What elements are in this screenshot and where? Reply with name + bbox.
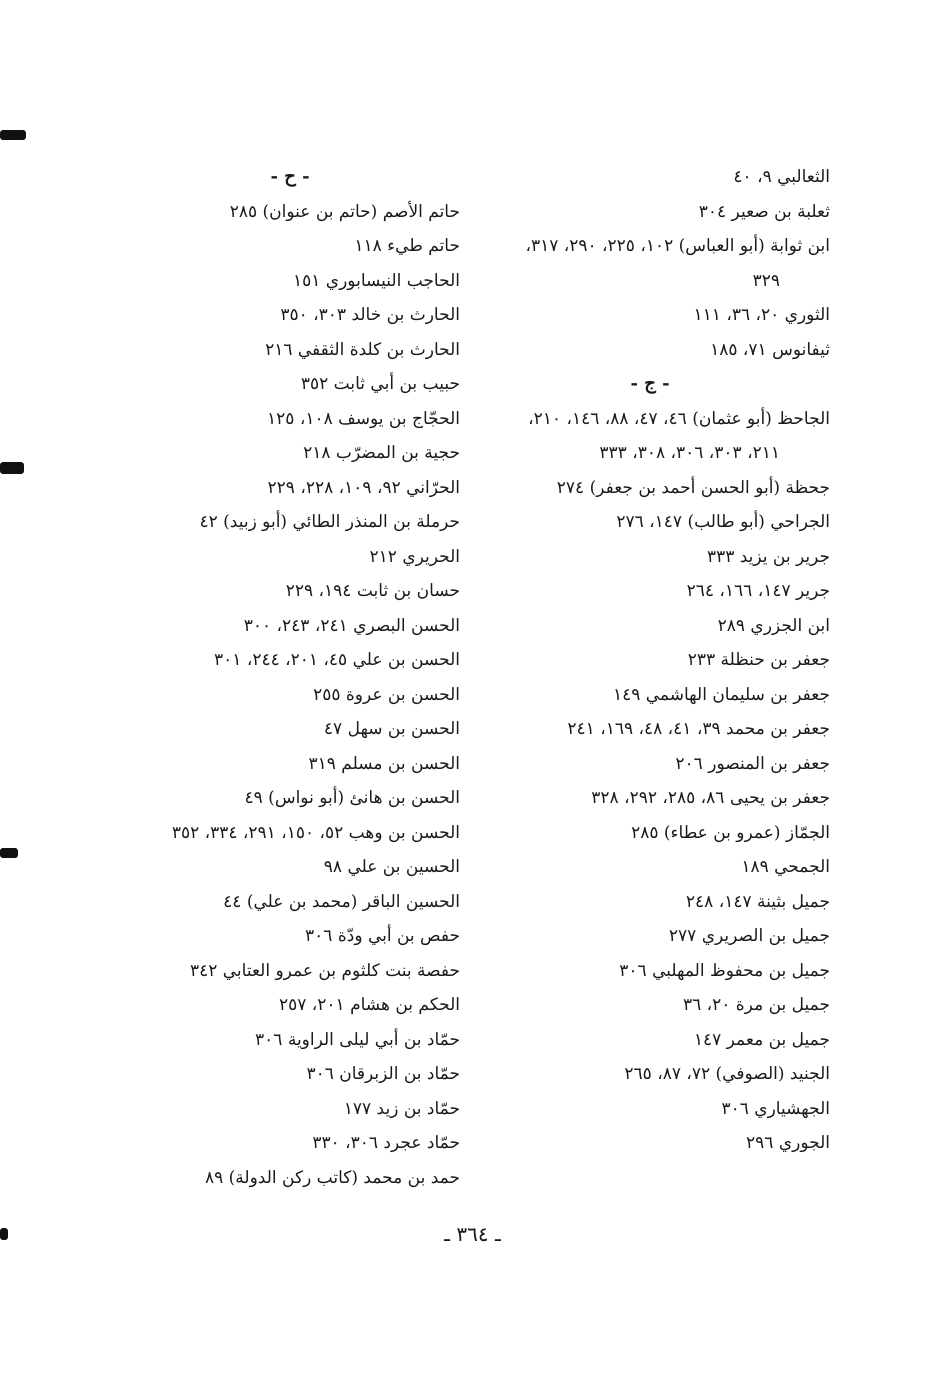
section-heading: - ح - [270, 166, 310, 187]
index-entry: حبيب بن أبي ثابت ٣٥٢ [300, 374, 460, 394]
index-entry: الحرّاني ٩٢، ١٠٩، ٢٢٨، ٢٢٩ [267, 477, 460, 498]
index-entry: حفص بن أبي ودّة ٣٠٦ [305, 926, 460, 946]
index-entry: حمّاد بن زيد ١٧٧ [343, 1098, 460, 1119]
index-entry: جميل بن معمر ١٤٧ [693, 1029, 830, 1050]
index-entry: حسان بن ثابت ١٩٤، ٢٢٩ [285, 581, 460, 601]
scan-mark-lower [0, 848, 18, 858]
index-entry: جرير ١٤٧، ١٦٦، ٢٦٤ [686, 581, 830, 601]
section-heading: - ج - [630, 373, 670, 394]
index-entry: الجنيد (الصوفي) ٧٢، ٨٧، ٢٦٥ [624, 1064, 830, 1084]
index-entry: جعفر بن يحيى ٨٦، ٢٨٥، ٢٩٢، ٣٢٨ [591, 788, 830, 808]
index-entry: جعفر بن سليمان الهاشمي ١٤٩ [612, 684, 830, 705]
index-entry: جميل بن مرة ٢٠، ٣٦ [682, 995, 830, 1015]
page-number: ـ ٣٦٤ ـ [444, 1222, 501, 1246]
index-entry: الحسن بن عروة ٢٥٥ [313, 684, 460, 705]
index-entry: جميل بن محفوظ المهلبي ٣٠٦ [619, 960, 830, 981]
index-entry: الحسن البصري ٢٤١، ٢٤٣، ٣٠٠ [243, 615, 460, 636]
index-entry: جميل بن الصريري ٢٧٧ [668, 926, 830, 946]
index-entry: الحسن بن سهل ٤٧ [323, 719, 460, 739]
index-entry: حرملة بن المنذر الطائي (أبو زبيد) ٤٢ [199, 512, 460, 532]
index-entry: الحكم بن هشام ٢٠١، ٢٥٧ [278, 995, 460, 1015]
index-entry: حمّاد عجرد ٣٠٦، ٣٣٠ [312, 1133, 460, 1153]
index-entry: حمد بن محمد (كاتب ركن الدولة) ٨٩ [205, 1167, 460, 1188]
index-entry: الثوري ٢٠، ٣٦، ١١١ [693, 305, 830, 325]
index-entry: حمّاد بن أبي ليلى الراوية ٣٠٦ [255, 1029, 460, 1050]
index-column-right [480, 160, 830, 1161]
index-entry: الحسن بن مسلم ٣١٩ [308, 753, 460, 774]
index-entry: حاتم طيء ١١٨ [354, 236, 460, 256]
index-entry: حجية بن المضرّب ٢١٨ [303, 443, 460, 463]
index-entry: الحاجب النيسابوري ١٥١ [292, 270, 460, 291]
index-entry: ابن ثوابة (أبو العباس) ١٠٢، ٢٢٥، ٢٩٠، ٣١٧، [525, 236, 830, 256]
index-entry: الجراحي (أبو طالب) ١٤٧، ٢٧٦ [616, 512, 830, 532]
index-entry-continuation: ٣٢٩ [752, 270, 780, 291]
index-entry: الجمّاز (عمرو بن عطاء) ٢٨٥ [631, 822, 830, 843]
index-entry: الحسين الباقر (محمد بن علي) ٤٤ [223, 891, 460, 912]
index-entry: ثعلبة بن صعير ٣٠٤ [698, 201, 830, 222]
index-entry: ابن الجزري ٢٨٩ [717, 615, 830, 636]
index-entry: جميل بثينة ١٤٧، ٢٤٨ [685, 891, 830, 912]
index-entry: الثعالبي ٩، ٤٠ [733, 167, 830, 187]
index-entry: الحسين بن علي ٩٨ [323, 857, 460, 877]
index-entry: جرير بن يزيد ٣٣٣ [706, 546, 830, 567]
index-entry: الحجّاج بن يوسف ١٠٨، ١٢٥ [267, 408, 460, 429]
index-column-left [120, 160, 460, 1195]
index-entry: جعفر بن المنصور ٢٠٦ [675, 753, 830, 774]
index-entry: الجمحي ١٨٩ [741, 857, 830, 877]
index-entry: الحارث بن كلدة الثقفي ٢١٦ [265, 339, 460, 360]
index-entry: جعفر بن حنظلة ٢٣٣ [687, 650, 830, 670]
index-entry: حفصة بنت كلثوم بن عمرو العتابي ٣٤٢ [189, 960, 460, 981]
index-entry: الحارث بن خالد ٣٠٣، ٣٥٠ [280, 305, 460, 325]
index-entry: الحسن بن وهب ٥٢، ١٥٠، ٢٩١، ٣٣٤، ٣٥٢ [171, 822, 460, 843]
index-entry: جعفر بن محمد ٣٩، ٤١، ٤٨، ١٦٩، ٢٤١ [567, 719, 830, 739]
index-entry: الحسن بن هانئ (أبو نواس) ٤٩ [244, 788, 460, 808]
index-entry: ثيفانوس ٧١، ١٨٥ [710, 339, 830, 360]
index-entry: جحظة (أبو الحسن أحمد بن جعفر) ٢٧٤ [556, 477, 830, 498]
index-entry: حمّاد بن الزبرقان ٣٠٦ [306, 1064, 460, 1084]
index-entry-continuation: ٢١١، ٣٠٣، ٣٠٦، ٣٠٨، ٣٣٣ [599, 443, 780, 463]
scan-mark-top [0, 130, 26, 140]
index-entry: الحسن بن علي ٤٥، ٢٠١، ٢٤٤، ٣٠١ [214, 650, 460, 670]
index-entry: الجاحظ (أبو عثمان) ٤٦، ٤٧، ٨٨، ١٤٦، ٢١٠، [528, 408, 830, 429]
index-entry: الحريري ٢١٢ [369, 546, 460, 567]
index-entry: حاتم الأصم (حاتم بن عنوان) ٢٨٥ [229, 201, 460, 222]
scan-mark-middle [0, 462, 24, 474]
index-entry: الجهشياري ٣٠٦ [721, 1098, 830, 1119]
index-entry: الجوري ٢٩٦ [746, 1133, 830, 1153]
